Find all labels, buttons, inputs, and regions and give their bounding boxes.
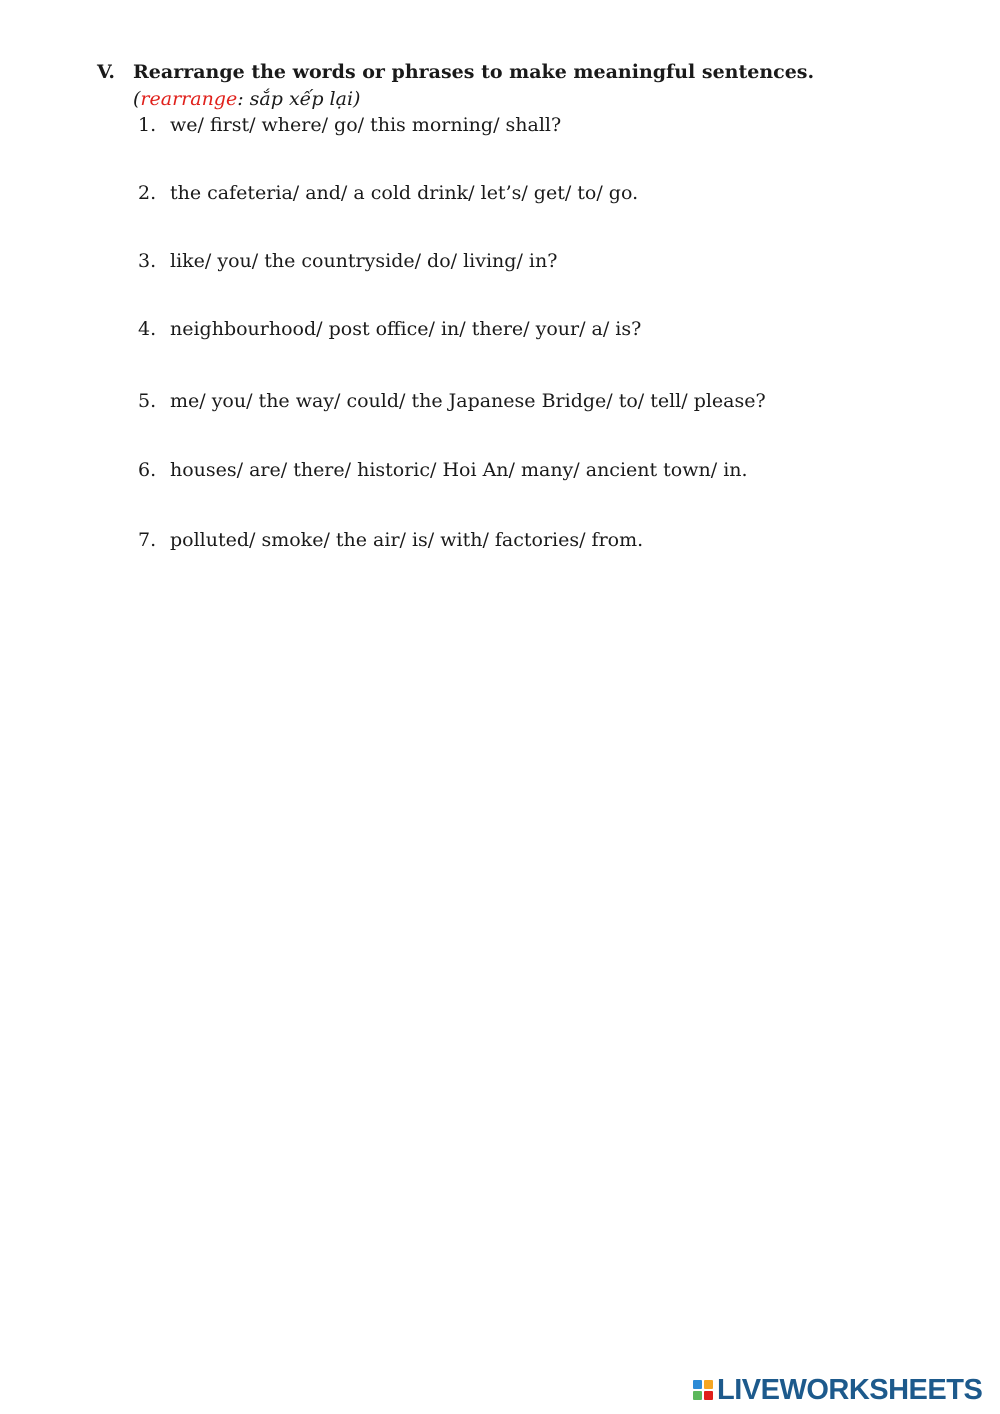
- exercise-item-1: [138, 114, 561, 136]
- item-prompt: the cafeteria/ and/ a cold drink/ let’s/ get/ to/ go.: [170, 182, 639, 204]
- section-numeral: V.: [97, 61, 116, 83]
- exercise-item-5: [138, 390, 766, 412]
- exercise-item-4: [138, 318, 641, 340]
- logo-tile-icon: [693, 1380, 702, 1389]
- section-heading: [97, 61, 814, 83]
- gloss-term: rearrange: [140, 88, 238, 110]
- item-number: 5.: [138, 390, 157, 412]
- section-title: Rearrange the words or phrases to make meaningful sentences.: [133, 61, 815, 83]
- exercise-item-7: [138, 529, 643, 551]
- gloss-meaning: : sắp xếp lại): [237, 88, 361, 110]
- logo-mark-icon: [693, 1380, 713, 1400]
- vocabulary-gloss: [133, 88, 360, 110]
- item-number: 6.: [138, 459, 157, 481]
- liveworksheets-logo: [693, 1374, 982, 1406]
- exercise-item-2: [138, 182, 638, 204]
- item-number: 2.: [138, 182, 157, 204]
- logo-tile-icon: [704, 1391, 713, 1400]
- item-number: 7.: [138, 529, 157, 551]
- item-prompt: we/ first/ where/ go/ this morning/ shall?: [170, 114, 562, 136]
- item-prompt: neighbourhood/ post office/ in/ there/ your/ a/ is?: [170, 318, 642, 340]
- logo-tile-icon: [704, 1380, 713, 1389]
- exercise-item-3: [138, 250, 557, 272]
- item-prompt: polluted/ smoke/ the air/ is/ with/ factories/ from.: [170, 529, 644, 551]
- logo-tile-icon: [693, 1391, 702, 1400]
- exercise-item-6: [138, 459, 748, 481]
- item-prompt: like/ you/ the countryside/ do/ living/ in?: [170, 250, 558, 272]
- item-prompt: me/ you/ the way/ could/ the Japanese Bridge/ to/ tell/ please?: [170, 390, 766, 412]
- gloss-open-paren: (: [133, 88, 141, 110]
- logo-text: LIVEWORKSHEETS: [717, 1373, 983, 1406]
- item-prompt: houses/ are/ there/ historic/ Hoi An/ many/ ancient town/ in.: [170, 459, 748, 481]
- item-number: 3.: [138, 250, 157, 272]
- item-number: 1.: [138, 114, 157, 136]
- item-number: 4.: [138, 318, 157, 340]
